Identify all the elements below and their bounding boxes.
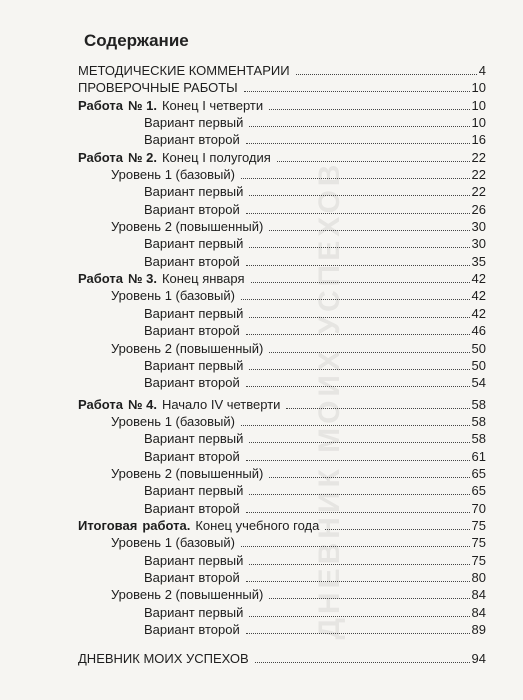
toc-entry-page-number: 10 (471, 115, 486, 131)
toc-entry-title (144, 183, 243, 200)
toc-entry (78, 201, 486, 218)
toc-entry-text: Вариант первый (144, 431, 244, 447)
toc-entry (78, 396, 486, 413)
toc-entry-page-number: 42 (471, 271, 486, 287)
toc-entry-title (111, 586, 263, 603)
toc-entry-title (111, 287, 235, 304)
toc-entry (78, 270, 486, 287)
toc-entry-text: Вариант первый (144, 305, 244, 321)
toc-entry (78, 166, 486, 183)
toc-entry-page-number: 42 (471, 305, 486, 321)
toc-entry (78, 183, 486, 200)
toc-entry-text: Вариант второй (144, 132, 240, 148)
toc-entry-title (78, 270, 245, 287)
toc-entry-page-number: 30 (471, 219, 486, 235)
toc-entry-title (111, 413, 235, 430)
toc-entry-text: Конец января (161, 271, 245, 287)
dot-leader (246, 386, 470, 387)
toc-entry (78, 235, 486, 252)
dot-leader (296, 74, 477, 75)
dot-leader (269, 109, 469, 110)
toc-entry-page-number: 58 (471, 431, 486, 447)
toc-entry (78, 62, 486, 79)
toc-entry-text: Вариант второй (144, 500, 240, 516)
toc-entry-title (144, 114, 243, 131)
toc-entry-text: Конец учебного года (195, 517, 320, 533)
toc-entry-title (144, 322, 240, 339)
toc-entry-page-number: 10 (471, 97, 486, 113)
toc-entry-page-number: 75 (471, 552, 486, 568)
toc-entry-text: Вариант первый (144, 236, 244, 252)
toc-entry-page-number: 22 (471, 184, 486, 200)
toc-entry-text: Вариант второй (144, 323, 240, 339)
toc-entry-text: Вариант первый (144, 483, 244, 499)
dot-leader (246, 334, 470, 335)
toc-entry (78, 253, 486, 270)
toc-entry-title (111, 534, 235, 551)
toc-entry-page-number: 65 (471, 465, 486, 481)
toc-entry-title (144, 357, 243, 374)
toc-entry-title (144, 500, 240, 517)
toc-entry-title (111, 465, 263, 482)
dot-leader (246, 581, 470, 582)
dot-leader (249, 195, 469, 196)
toc-entry-text: Вариант второй (144, 253, 240, 269)
toc-entry-work-number: работа. (142, 517, 191, 533)
toc-entry (78, 131, 486, 148)
toc-entry-text: Вариант второй (144, 201, 240, 217)
dot-leader (286, 408, 469, 409)
toc-entry-title (144, 604, 243, 621)
toc-entry-text: Вариант второй (144, 569, 240, 585)
dot-leader (269, 230, 469, 231)
dot-leader (246, 265, 470, 266)
toc-entry-text: Вариант первый (144, 604, 244, 620)
toc-entry (78, 430, 486, 447)
toc-entry-text: Конец I четверти (161, 97, 264, 113)
dot-leader (325, 529, 469, 530)
toc-entry (78, 650, 486, 667)
dot-leader (249, 317, 469, 318)
toc-entry-page-number: 35 (471, 253, 486, 269)
toc-entry-text: Уровень 2 (повышенный) (111, 587, 264, 603)
toc-entry (78, 305, 486, 322)
toc-entry-title (144, 621, 240, 638)
dot-leader (241, 178, 470, 179)
toc-entry-title (111, 218, 263, 235)
toc-entry-work-label: Работа (78, 271, 123, 287)
toc-entry-title (144, 305, 243, 322)
toc-entry-title (144, 374, 240, 391)
dot-leader (249, 564, 469, 565)
toc-entry-text: Уровень 1 (базовый) (111, 288, 235, 304)
toc-entry-text: МЕТОДИЧЕСКИЕ КОММЕНТАРИИ (78, 63, 290, 78)
toc-entry-page-number: 4 (478, 63, 486, 78)
dot-leader (246, 460, 470, 461)
toc-entry-text: Уровень 2 (повышенный) (111, 219, 264, 235)
toc-entry (78, 374, 486, 391)
toc-entry-page-number: 50 (471, 340, 486, 356)
dot-leader (246, 143, 470, 144)
toc-entry-work-number: № 2. (127, 149, 157, 165)
toc-entry (78, 218, 486, 235)
toc-entry-text: Вариант второй (144, 448, 240, 464)
dot-leader (249, 247, 469, 248)
toc-entry (78, 413, 486, 430)
toc-entry (78, 500, 486, 517)
dot-leader (249, 616, 469, 617)
toc-entry (78, 287, 486, 304)
toc-entry-page-number: 75 (471, 517, 486, 533)
toc-entry-title (78, 517, 319, 534)
toc-entry-page-number: 46 (471, 323, 486, 339)
dot-leader (246, 213, 470, 214)
dot-leader (246, 512, 470, 513)
dot-leader (277, 161, 470, 162)
toc-entry-page-number: 84 (471, 587, 486, 603)
toc-entry (78, 586, 486, 603)
dot-leader (251, 282, 470, 283)
toc-entry (78, 465, 486, 482)
toc-entry-text: Вариант второй (144, 622, 240, 637)
toc-entry-text: Уровень 1 (базовый) (111, 167, 235, 183)
toc-entry-page-number: 80 (471, 569, 486, 585)
toc-entry-text: Уровень 1 (базовый) (111, 413, 235, 429)
toc-entry-title (144, 482, 243, 499)
toc-entry-page-number: 89 (471, 622, 486, 637)
toc-entry-page-number: 94 (471, 651, 486, 667)
dot-leader (269, 352, 469, 353)
dot-leader (246, 633, 470, 634)
toc-entry-page-number: 50 (471, 357, 486, 373)
toc-entry (78, 604, 486, 621)
toc-entry-text: Вариант первый (144, 552, 244, 568)
toc-entry-page-number: 54 (471, 375, 486, 391)
toc-entry (78, 517, 486, 534)
toc-entry-text: Вариант второй (144, 375, 240, 391)
toc-entry-work-label: Работа (78, 97, 123, 113)
toc-entry-page-number: 58 (471, 413, 486, 429)
toc-entry-text: Вариант первый (144, 357, 244, 373)
dot-leader (241, 425, 470, 426)
toc-entry-page-number: 61 (471, 448, 486, 464)
toc-entry-text: Конец I полугодия (161, 149, 271, 165)
dot-leader (249, 369, 469, 370)
dot-leader (269, 598, 469, 599)
toc-entry-text: Уровень 1 (базовый) (111, 535, 235, 551)
toc-entry-text: Начало IV четверти (161, 396, 281, 412)
toc-entry (78, 322, 486, 339)
toc-entry (78, 340, 486, 357)
toc-entry (78, 482, 486, 499)
toc-entry-title (144, 552, 243, 569)
toc-entry (78, 79, 486, 96)
dot-leader (249, 126, 469, 127)
toc-entry (78, 149, 486, 166)
dot-leader (249, 442, 469, 443)
table-of-contents (78, 62, 486, 668)
toc-entry-text: ДНЕВНИК МОИХ УСПЕХОВ (78, 651, 249, 667)
toc-entry-page-number: 75 (471, 535, 486, 551)
dot-leader (255, 662, 470, 663)
toc-entry-work-number: № 3. (127, 271, 157, 287)
toc-entry-title (144, 448, 240, 465)
toc-entry-page-number: 22 (471, 167, 486, 183)
toc-entry-text: Уровень 2 (повышенный) (111, 340, 264, 356)
toc-entry-work-number: № 1. (127, 97, 157, 113)
toc-entry-page-number: 42 (471, 288, 486, 304)
toc-entry-text: Уровень 2 (повышенный) (111, 465, 264, 481)
dot-leader (269, 477, 469, 478)
watermark-text: ДНЕВНИК МОИХ УСПЕХОВ (313, 160, 346, 640)
toc-entry (78, 97, 486, 114)
toc-entry (78, 534, 486, 551)
toc-entry-page-number: 65 (471, 483, 486, 499)
toc-entry (78, 621, 486, 638)
dot-leader (241, 546, 470, 547)
toc-entry-text: ПРОВЕРОЧНЫЕ РАБОТЫ (78, 80, 238, 96)
toc-entry-page-number: 10 (471, 80, 486, 96)
toc-entry-title (144, 253, 240, 270)
dot-leader (244, 91, 470, 92)
toc-entry-page-number: 26 (471, 201, 486, 217)
toc-entry-text: Вариант первый (144, 184, 244, 200)
toc-entry-title (144, 569, 240, 586)
toc-entry-title (144, 430, 243, 447)
toc-entry (78, 357, 486, 374)
toc-entry-title (144, 201, 240, 218)
toc-entry-title (111, 340, 263, 357)
toc-entry-page-number: 16 (471, 132, 486, 148)
toc-entry-title (78, 149, 271, 166)
toc-entry-work-label: Работа (78, 149, 123, 165)
dot-leader (241, 299, 470, 300)
toc-entry-title (111, 166, 235, 183)
toc-entry-text: Вариант первый (144, 115, 244, 131)
toc-entry-page-number: 30 (471, 236, 486, 252)
toc-entry (78, 552, 486, 569)
toc-entry-title (78, 62, 290, 79)
toc-entry-work-label: Итоговая (78, 517, 138, 533)
toc-entry-title (78, 396, 280, 413)
page-title: Содержание (84, 31, 189, 50)
toc-entry-title (144, 131, 240, 148)
dot-leader (249, 494, 469, 495)
toc-entry-page-number: 22 (471, 149, 486, 165)
toc-entry-title (144, 235, 243, 252)
toc-entry-page-number: 70 (471, 500, 486, 516)
toc-entry-work-label: Работа (78, 396, 123, 412)
toc-entry-title (78, 79, 238, 96)
toc-entry-work-number: № 4. (127, 396, 157, 412)
toc-entry-page-number: 58 (471, 396, 486, 412)
toc-entry-title (78, 650, 249, 667)
toc-entry-title (78, 97, 263, 114)
toc-entry (78, 114, 486, 131)
toc-entry (78, 448, 486, 465)
toc-entry (78, 569, 486, 586)
toc-entry-page-number: 84 (471, 604, 486, 620)
